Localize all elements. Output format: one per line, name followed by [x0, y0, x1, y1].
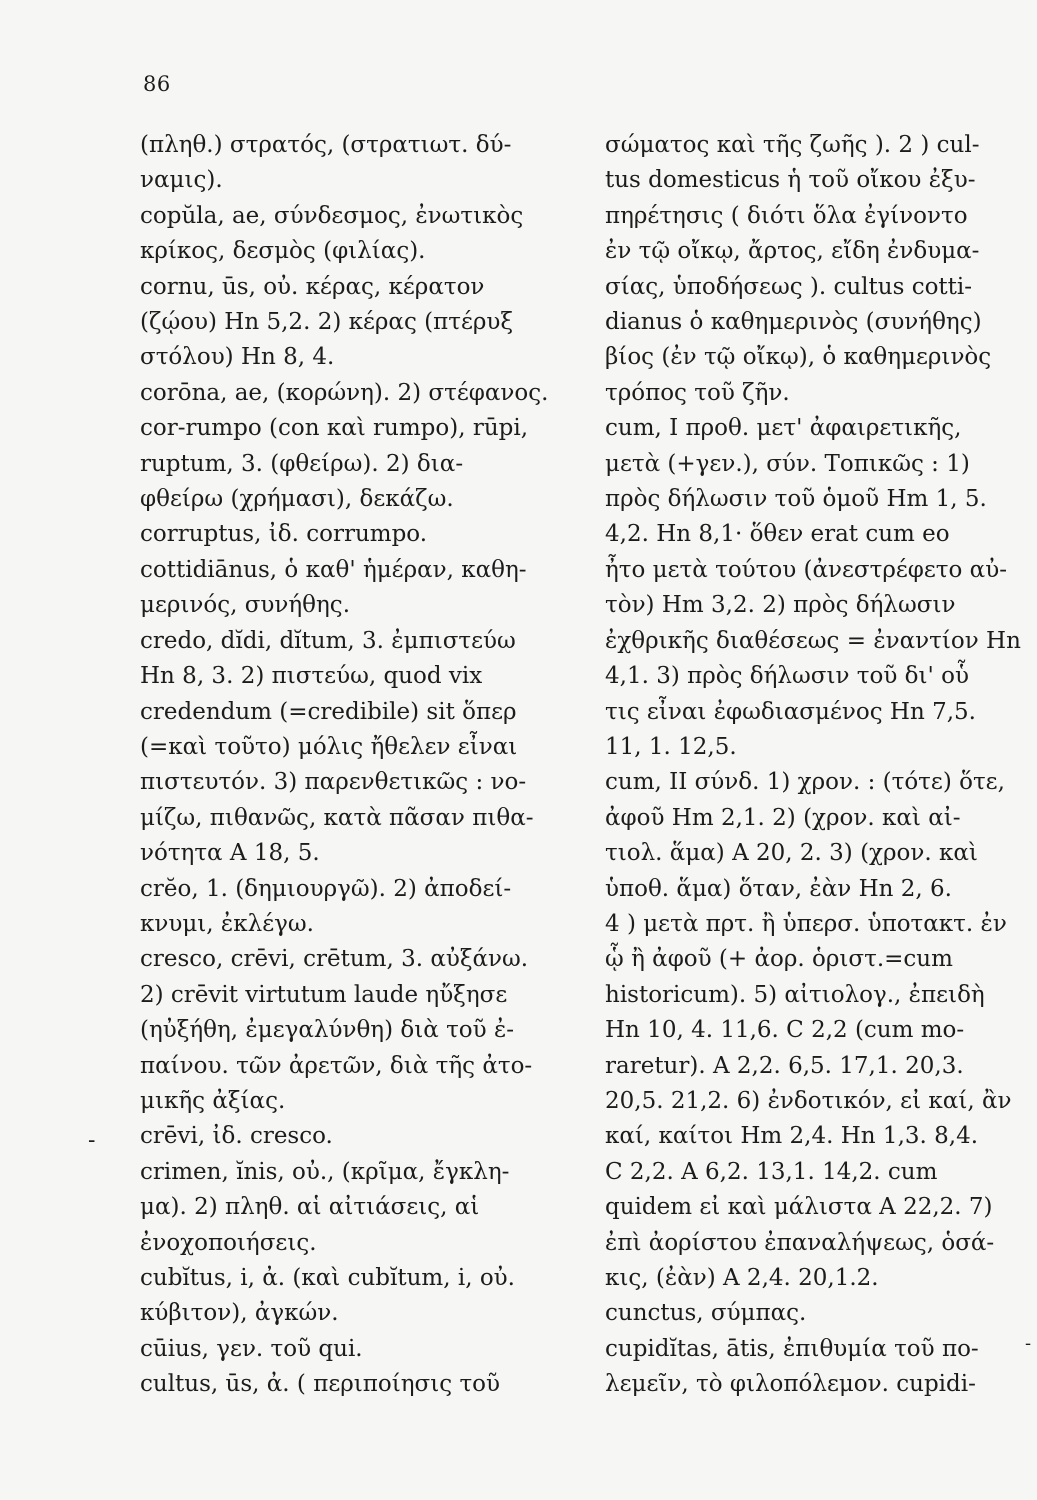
entry-line: C 2,2. A 6,2. 13,1. 14,2. cum: [605, 1158, 938, 1185]
dictionary-entry: [140, 411, 580, 517]
entry-line: μα). 2) πληθ. αἱ αἰτιάσεις, αἱ: [140, 1194, 480, 1221]
entry-line: raretur). A 2,2. 6,5. 17,1. 20,3.: [605, 1052, 964, 1079]
dictionary-entry: [140, 1119, 580, 1154]
dictionary-entry: [140, 128, 580, 199]
dictionary-entry: [605, 411, 1030, 765]
dictionary-entry: [605, 765, 1030, 1296]
entry-line: corōna, ae, (κορώνη). 2) στέφανος.: [140, 379, 549, 406]
entry-line: ὑποθ. ἅμα) ὅταν, ἐὰν Hn 2, 6.: [605, 875, 952, 902]
entry-line: ναμις).: [140, 167, 223, 194]
entry-line: (ηὐξήθη, ἐμεγαλύνθη) διὰ τοῦ ἐ-: [140, 1017, 515, 1044]
entry-line: βίος (ἐν τῷ οἴκῳ), ὁ καθημερινὸς: [605, 344, 992, 371]
entry-line: σώματος καὶ τῆς ζωῆς ). 2 ) cul-: [605, 132, 980, 158]
entry-line: καί, καίτοι Hm 2,4. Hn 1,3. 8,4.: [605, 1123, 979, 1150]
entry-line: ἐχθρικῆς διαθέσεως = ἐναντίον Hn: [605, 627, 1021, 654]
entry-line: cunctus, σύμπας.: [605, 1300, 807, 1327]
entry-line: κρίκος, δεσμὸς (φιλίας).: [140, 238, 426, 265]
entry-line: ruptum, 3. (φθείρω). 2) δια-: [140, 450, 464, 477]
entry-line: τις εἶναι ἐφωδιασμένος Hn 7,5.: [605, 698, 976, 725]
entry-line: crimen, ĭnis, οὐ., (κρῖμα, ἔγκλη-: [140, 1158, 510, 1185]
margin-side-mark: -: [1025, 1333, 1032, 1354]
entry-line: cum, II σύνδ. 1) χρον. : (τότε) ὅτε,: [605, 769, 1005, 796]
entry-line: κνυμι, ἐκλέγω.: [140, 910, 314, 937]
dictionary-entry: [140, 270, 580, 376]
entry-line: μερινός, συνήθης.: [140, 592, 350, 619]
entry-line: ἐν τῷ οἴκῳ, ἄρτος, εἴδη ἐνδυμα-: [605, 238, 980, 265]
dictionary-entry: [140, 942, 580, 1119]
entry-line: cornu, ūs, οὐ. κέρας, κέρατον: [140, 273, 485, 300]
entry-line: cottidiānus, ὁ καθ' ἡμέραν, καθη-: [140, 556, 527, 583]
entry-line: ἦτο μετὰ τούτου (ἀνεστρέφετο αὐ-: [605, 556, 1007, 583]
entry-line: crēvi, ἰδ. cresco.: [140, 1123, 333, 1150]
entry-line: νότητα A 18, 5.: [140, 840, 320, 867]
entry-line: cor-rumpo (con καὶ rumpo), rūpi,: [140, 415, 529, 442]
dictionary-entry: [140, 872, 580, 943]
entry-line: tus domesticus ἡ τοῦ οἴκου ἐξυ-: [605, 167, 976, 194]
entry-line: πηρέτησις ( διότι ὅλα ἐγίνοντο: [605, 202, 968, 229]
right-column: [605, 128, 1030, 1403]
entry-line: φθείρω (χρήμασι), δεκάζω.: [140, 486, 454, 513]
entry-line: 4,2. Hn 8,1· ὅθεν erat cum eo: [605, 521, 950, 548]
entry-line: copŭla, ae, σύνδεσμος, ἐνωτικὸς: [140, 202, 524, 229]
dictionary-entry: [140, 1332, 580, 1367]
entry-line: πιστευτόν. 3) παρενθετικῶς : νο-: [140, 769, 527, 796]
entry-line: 4 ) μετὰ πρτ. ἢ ὑπερσ. ὑποτακτ. ἐν: [605, 910, 1007, 937]
entry-line: credendum (=credibile) sit ὅπερ: [140, 698, 517, 725]
dictionary-entry: [140, 199, 580, 270]
dictionary-entry: [140, 624, 580, 872]
entry-line: ἐνοχοποιήσεις.: [140, 1229, 317, 1256]
entry-line: Hn 10, 4. 11,6. C 2,2 (cum mo-: [605, 1017, 965, 1044]
entry-line: historicum). 5) αἰτιολογ., ἐπειδὴ: [605, 981, 985, 1008]
entry-line: credo, dĭdi, dĭtum, 3. ἐμπιστεύω: [140, 627, 516, 654]
left-column: [140, 128, 580, 1403]
entry-line: (=καὶ τοῦτο) μόλις ἤθελεν εἶναι: [140, 733, 518, 760]
entry-line: 2) crēvit virtutum laude ηὔξησε: [140, 981, 508, 1008]
entry-line: (ζῴου) Hn 5,2. 2) κέρας (πτέρυξ: [140, 309, 514, 336]
entry-line: cresco, crēvi, crētum, 3. αὐξάνω.: [140, 946, 529, 973]
entry-line: cultus, ūs, ἀ. ( περιποίησις τοῦ: [140, 1371, 501, 1398]
dictionary-entry: [140, 1155, 580, 1261]
dictionary-entry: [605, 128, 1030, 411]
entry-line: cupidĭtas, ātis, ἐπιθυμία τοῦ πο-: [605, 1335, 979, 1362]
entry-line: κις, (ἐὰν) A 2,4. 20,1.2.: [605, 1265, 879, 1291]
entry-line: παίνου. τῶν ἀρετῶν, διὰ τῆς ἀτο-: [140, 1052, 533, 1079]
entry-line: 20,5. 21,2. 6) ἐνδοτικόν, εἰ καί, ἂν: [605, 1087, 1012, 1114]
entry-line: (πληθ.) στρατός, (στρατιωτ. δύ-: [140, 132, 512, 158]
entry-line: τὸν) Hm 3,2. 2) πρὸς δήλωσιν: [605, 592, 956, 619]
entry-line: cum, I προθ. μετ' ἀφαιρετικῆς,: [605, 415, 962, 442]
entry-line: μετὰ (+γεν.), σύν. Τοπικῶς : 1): [605, 450, 970, 477]
entry-line: λεμεῖν, τὸ φιλοπόλεμον. cupidi-: [605, 1371, 976, 1398]
entry-line: dianus ὁ καθημερινὸς (συνήθης): [605, 309, 982, 336]
entry-line: 4,1. 3) πρὸς δήλωσιν τοῦ δι' οὗ: [605, 663, 969, 690]
margin-dash-mark: -: [88, 1128, 96, 1153]
dictionary-entry: [140, 517, 580, 552]
entry-line: cubĭtus, i, ἀ. (καὶ cubĭtum, i, οὐ.: [140, 1265, 515, 1291]
entry-line: στόλου) Hn 8, 4.: [140, 344, 335, 371]
dictionary-entry: [605, 1296, 1030, 1331]
entry-line: τρόπος τοῦ ζῆν.: [605, 379, 790, 406]
entry-line: Hn 8, 3. 2) πιστεύω, quod vix: [140, 663, 483, 690]
dictionary-entry: [140, 376, 580, 411]
dictionary-entry: [140, 1261, 580, 1332]
entry-line: μίζω, πιθανῶς, κατὰ πᾶσαν πιθα-: [140, 804, 534, 831]
dictionary-entry: [140, 553, 580, 624]
entry-line: ἀφοῦ Hm 2,1. 2) (χρον. καὶ αἰ-: [605, 804, 961, 831]
entry-line: cūius, γεν. τοῦ qui.: [140, 1335, 363, 1362]
entry-line: πρὸς δήλωσιν τοῦ ὁμοῦ Hm 1, 5.: [605, 486, 987, 513]
page-number: 86: [143, 72, 171, 96]
entry-line: ἐπὶ ἀορίστου ἐπαναλήψεως, ὁσά-: [605, 1229, 995, 1256]
entry-line: τιολ. ἅμα) A 20, 2. 3) (χρον. καὶ: [605, 840, 978, 867]
entry-line: σίας, ὑποδήσεως ). cultus cotti-: [605, 273, 973, 300]
entry-line: 11, 1. 12,5.: [605, 733, 737, 760]
entry-line: κύβιτον), ἀγκών.: [140, 1300, 339, 1327]
entry-line: crĕo, 1. (δημιουργῶ). 2) ἀποδεί-: [140, 875, 512, 902]
dictionary-entry: [140, 1367, 580, 1402]
entry-line: corruptus, ἰδ. corrumpo.: [140, 521, 428, 548]
entry-line: quidem εἰ καὶ μάλιστα A 22,2. 7): [605, 1194, 993, 1221]
dictionary-entry: [605, 1332, 1030, 1403]
entry-line: μικῆς ἀξίας.: [140, 1087, 286, 1114]
entry-line: ᾧ ἢ ἀφοῦ (+ ἀορ. ὁριστ.=cum: [605, 946, 953, 973]
